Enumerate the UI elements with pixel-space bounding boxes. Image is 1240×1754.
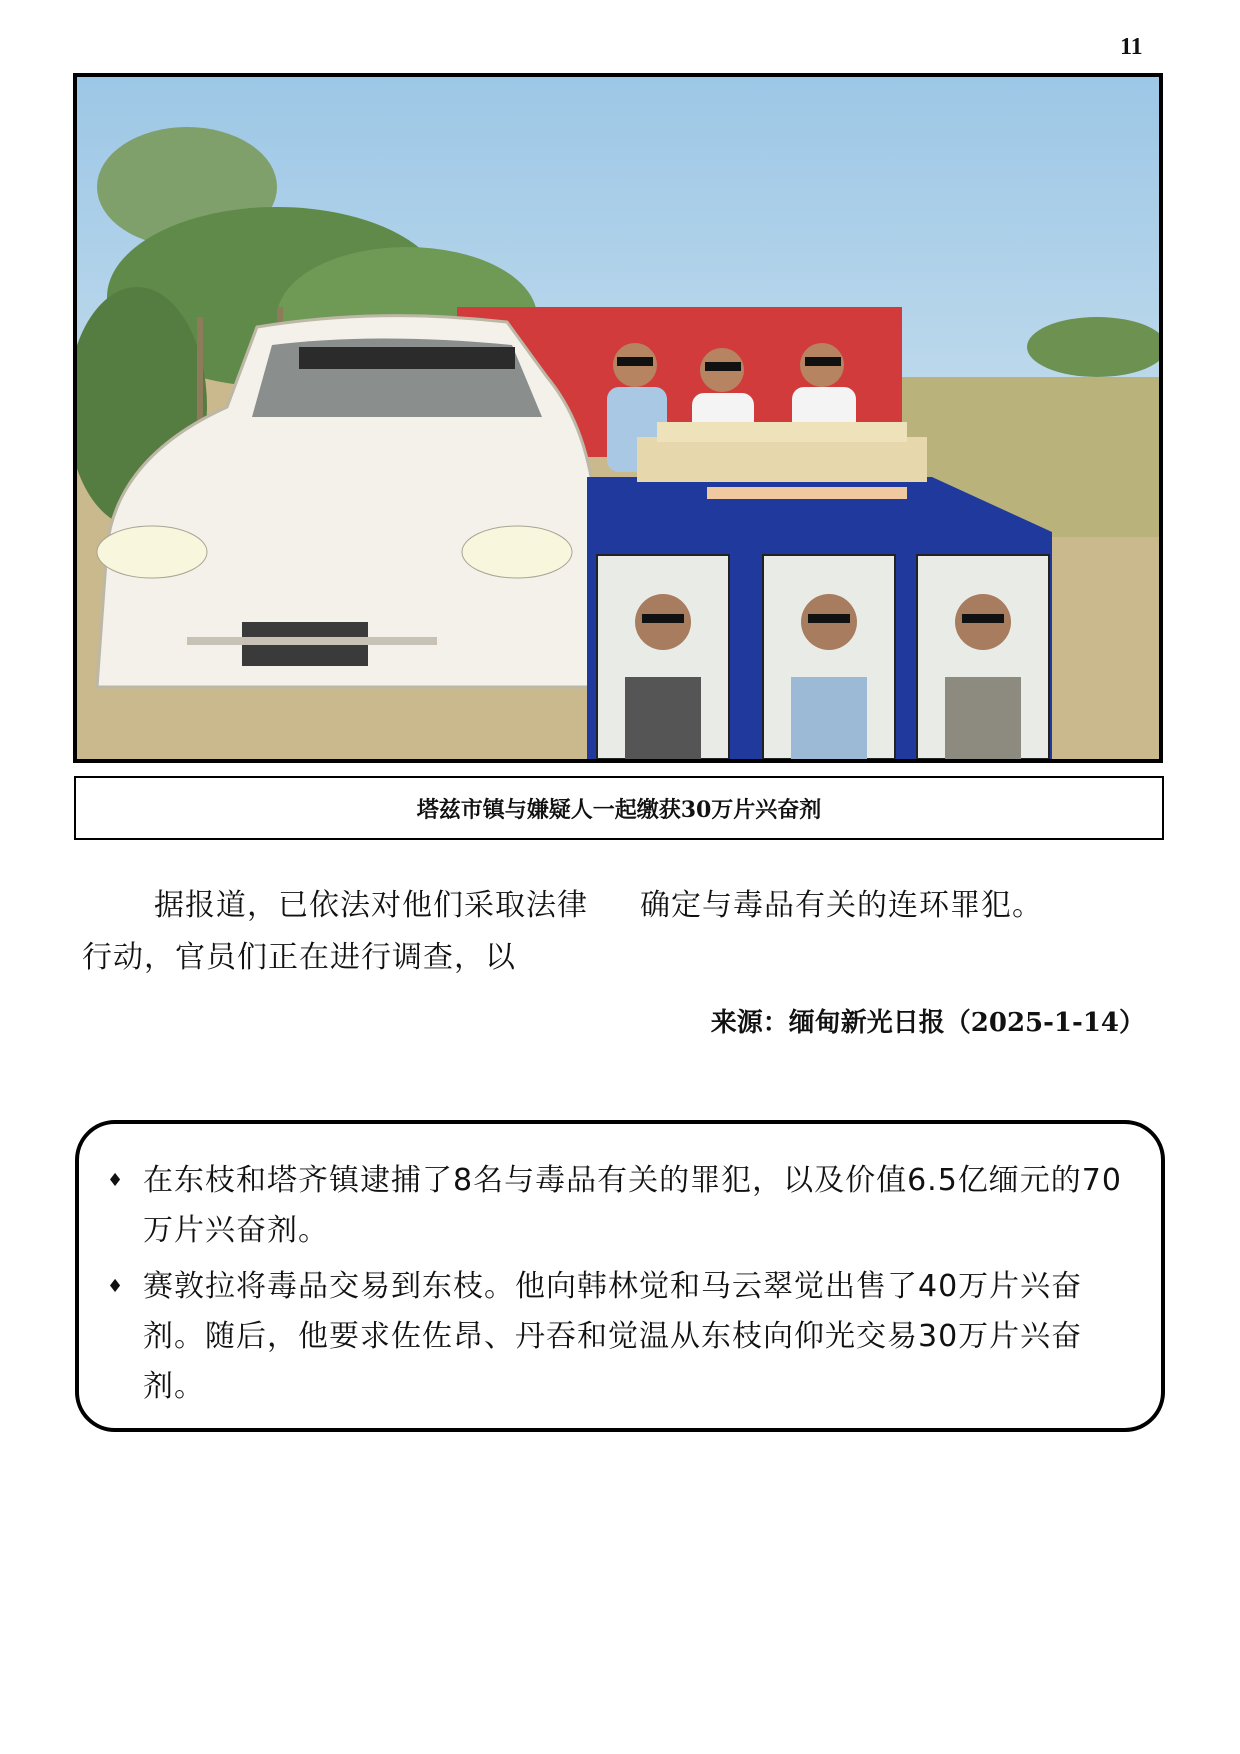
censor-bar: [299, 347, 515, 369]
page-number: 11: [1120, 34, 1143, 60]
article-source: 来源：缅甸新光日报（2025-1-14）: [710, 1008, 1145, 1038]
article-paragraph-right: 确定与毒品有关的连环罪犯。: [640, 888, 1043, 923]
mugshots: [597, 555, 1049, 759]
summary-bullet: [107, 1262, 1135, 1412]
summary-bullet-text: 在东枝和塔齐镇逮捕了8名与毒品有关的罪犯，以及价值6.5亿缅元的70万片兴奋剂。: [143, 1163, 1122, 1248]
article-text-left: 据报道，已依法对他们采取法律行动，官员们正在进行调查，以: [82, 888, 588, 975]
photo-caption: 塔兹市镇与嫌疑人一起缴获30万片兴奋剂: [74, 776, 1164, 840]
summary-bullet: [107, 1156, 1135, 1256]
diamond-bullet-icon: ♦: [107, 1170, 124, 1191]
diamond-bullet-icon: ♦: [107, 1276, 124, 1297]
news-photo: [73, 73, 1163, 763]
summary-bullet-text: 赛敦拉将毒品交易到东枝。他向韩林觉和马云翠觉出售了40万片兴奋剂。随后，他要求佐佐昂、丹吞和觉温从东枝向仰光交易30万片兴奋剂。: [143, 1269, 1083, 1404]
summary-box: [75, 1120, 1165, 1432]
article-paragraph-left: [82, 880, 602, 984]
news-photo-illustration: [77, 77, 1159, 759]
